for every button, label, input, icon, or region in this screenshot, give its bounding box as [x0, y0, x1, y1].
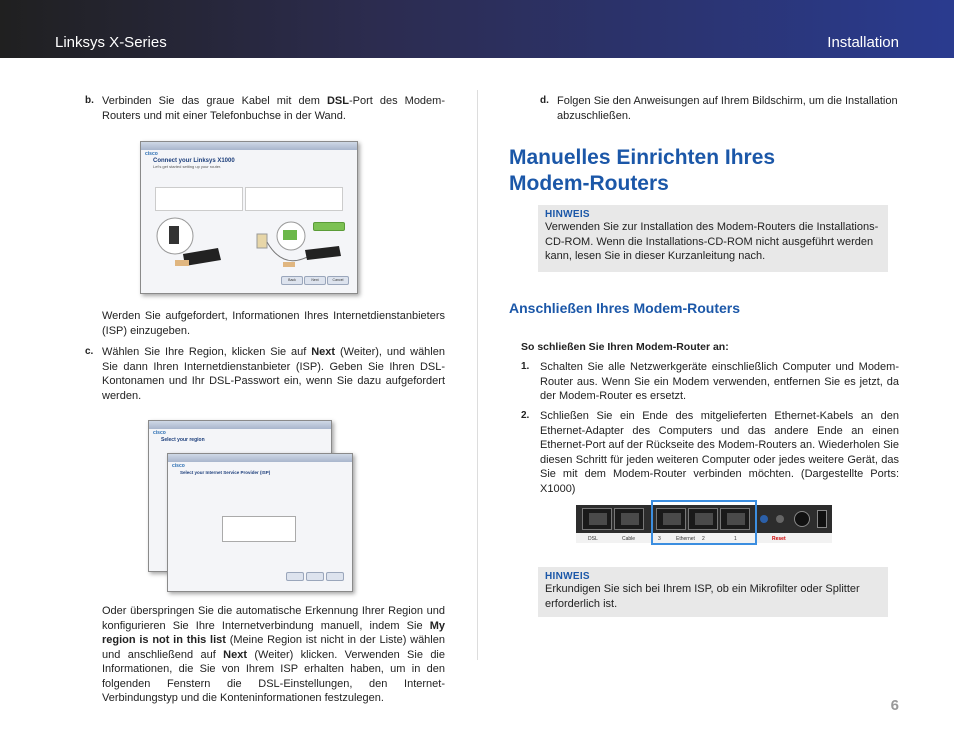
step-2-text: Schließen Sie ein Ende des mitgelieferten Ethernet-Kabels an den Ethernet-Adapter des Computers und das andere Ende an einen Ethernet-Port auf der Rückseite des Modem-Routers an. Wiederholen Sie diesen Schritt für jeden weiteren Computer oder jedes weitere Gerät, das Sie mit dem Modem-Router verbinden möchten. (Dargestellte Ports: X1000) — [540, 410, 899, 495]
header-section: Installation — [827, 34, 899, 51]
installer-cancel-button[interactable]: Cancel — [327, 276, 349, 285]
section-title: Manuelles Einrichten Ihres Modem-Routers — [509, 146, 776, 195]
installer-screenshot-region: cisco Select your region — [148, 420, 332, 572]
note-heading: HINWEIS — [545, 571, 590, 582]
column-divider — [477, 90, 478, 660]
note-box-2 — [538, 567, 888, 617]
installer-next-button[interactable]: Next — [304, 276, 326, 285]
step-c-text: Wählen Sie Ihre Region, klicken Sie auf Next (Weiter), und wählen Sie dann Ihren Internetdienstanbieter (ISP). Geben Sie Ihren DSL-Kontonamen und Ihr DSL-Passwort ein, wenn Sie dazu aufgefordert werden. — [102, 346, 445, 402]
installer-green-button[interactable] — [313, 222, 345, 231]
router-plug-illustration — [153, 214, 223, 274]
step-b-text: Verbinden Sie das graue Kabel mit dem DSL-Port des Modem-Routers und mit einer Telefonbuchse in der Wand. — [102, 95, 445, 122]
isp-title: Select your Internet Service Provider (ISP) — [180, 470, 271, 475]
ethernet-ports-highlight — [651, 500, 757, 545]
note-text: Verwenden Sie zur Installation des Modem-Routers die Installations-CD-ROM. Wenn die Installations-CD-ROM nicht ausgeführt werden kann, lesen Sie in dieser Kurzanleitung nach. — [545, 221, 879, 262]
page-number: 6 — [890, 697, 899, 714]
steps-heading: So schließen Sie Ihren Modem-Router an: — [521, 341, 729, 353]
step-1-marker: 1. — [521, 361, 530, 372]
step-2-marker: 2. — [521, 410, 530, 421]
step-b-marker: b. — [85, 95, 94, 106]
isp-back-button[interactable] — [286, 572, 304, 581]
installer-back-button[interactable]: Back — [281, 276, 303, 285]
port-label-1: 1 — [734, 536, 737, 542]
note-text: Erkundigen Sie sich bei Ihrem ISP, ob ein Mikrofilter oder Splitter erforderlich ist. — [545, 583, 860, 610]
installer-screenshot-isp: cisco Select your Internet Service Provider (ISP) — [167, 453, 353, 592]
isp-list[interactable] — [222, 516, 296, 542]
skip-text: Oder überspringen Sie die automatische Erkennung Ihrer Region und konfigurieren Sie Ihre Internetverbindung manuell, indem Sie My region is not in this list (Meine Region ist nicht in der Liste) wählen und anschließend auf Next (Weiter) klicken. Verwenden Sie die Informationen, die Sie von Ihrem ISP erhalten haben, um in den folgenden Fenstern die DSL-Einstellungen, den Internet-Verbindungstyp und die Konteninformationen festzulegen. — [102, 605, 445, 704]
isp-info-text: Werden Sie aufgefordert, Informationen Ihres Internetdienstanbieters (ISP) einzugeben. — [102, 310, 445, 337]
port-label-2: 2 — [702, 536, 705, 542]
step-c-marker: c. — [85, 346, 94, 357]
port-label-3: 3 — [658, 536, 661, 542]
step-d-marker: d. — [540, 95, 549, 106]
note-box-1 — [538, 205, 888, 272]
region-title: Select your region — [161, 437, 205, 443]
page-header — [0, 0, 954, 58]
port-label-reset: Reset — [772, 536, 786, 542]
port-label-cable: Cable — [622, 536, 636, 542]
screenshot-title: Connect your Linksys X1000 — [153, 158, 235, 164]
section-subtitle: Anschließen Ihres Modem-Routers — [509, 300, 741, 316]
step-d-text: Folgen Sie den Anweisungen auf Ihrem Bildschirm, um die Installation abzuschließen. — [557, 95, 898, 122]
port-label-dsl: DSL — [588, 536, 598, 542]
step-1-text: Schalten Sie alle Netzwerkgeräte einschließlich Computer und Modem-Router aus. Wenn Sie ein Modem verwenden, entfernen Sie es jetzt, da der Modem-Router es ersetzt. — [540, 361, 899, 402]
note-heading: HINWEIS — [545, 209, 590, 220]
installer-screenshot-connect: cisco Connect your Linksys X1000 Let's get started setting up your router. Back Next Cancel — [140, 141, 358, 294]
isp-next-button[interactable] — [306, 572, 324, 581]
isp-cancel-button[interactable] — [326, 572, 344, 581]
port-label-ethernet: Ethernet — [676, 536, 695, 542]
header-brand: Linksys X-Series — [55, 34, 167, 51]
